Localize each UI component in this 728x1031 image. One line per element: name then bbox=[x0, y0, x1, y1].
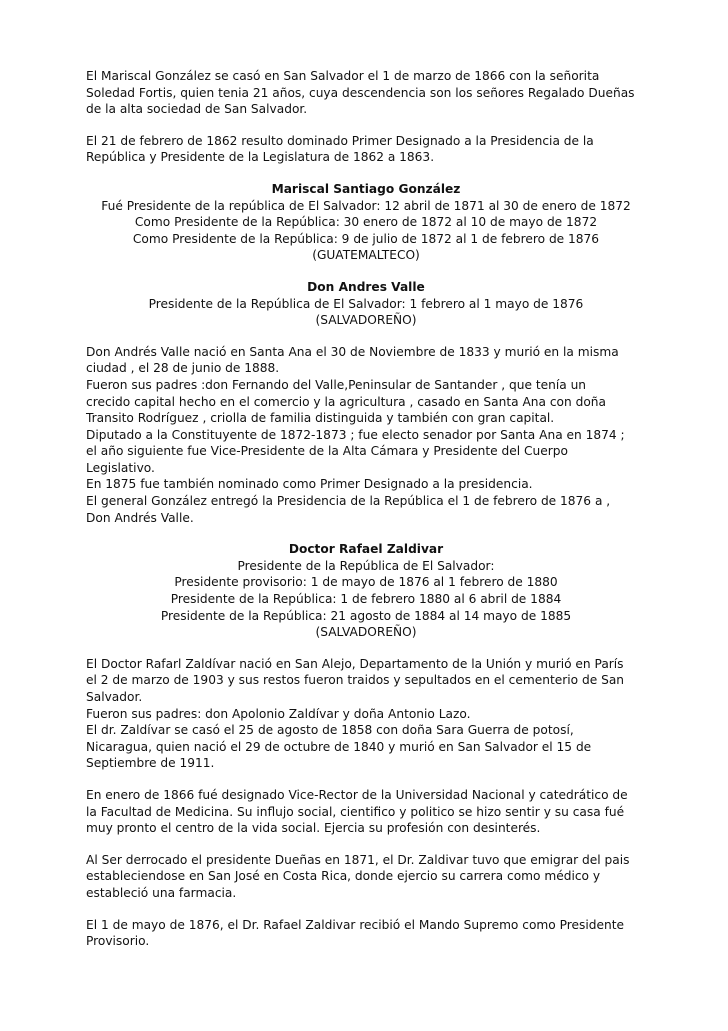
text-line: la Facultad de Medicina. Su influjo social, cientifico y politico se hizo sentir y su casa fué bbox=[86, 804, 625, 819]
president-block-gonzalez bbox=[86, 181, 646, 264]
text-line: el año siguiente fue Vice-Presidente de la Alta Cámara y Presidente del Cuerpo bbox=[86, 444, 568, 459]
paragraph-vice-rector bbox=[86, 787, 646, 837]
text-line: El Doctor Rafarl Zaldívar nació en San Alejo, Departamento de la Unión y murió en París bbox=[86, 656, 624, 671]
text-line: Soledad Fortis, quien tenia 21 años, cuya descendencia son los señores Regalado Dueñas bbox=[86, 85, 635, 100]
text-line: Al Ser derrocado el presidente Dueñas en 1871, el Dr. Zaldivar tuvo que emigrar del pais bbox=[86, 852, 630, 867]
text-line: estableciendose en San José en Costa Rica, donde ejercio su carrera como médico y bbox=[86, 869, 601, 884]
text-line: El dr. Zaldívar se casó el 25 de agosto de 1858 con doña Sara Guerra de potosí, bbox=[86, 723, 574, 738]
text-line: de la alta sociedad de San Salvador. bbox=[86, 102, 308, 117]
president-heading: Mariscal Santiago González bbox=[271, 181, 461, 196]
text-line: En enero de 1866 fué designado Vice-Rector de la Universidad Nacional y catedrático de bbox=[86, 787, 628, 802]
text-line: Provisorio. bbox=[86, 934, 150, 949]
text-line: El 21 de febrero de 1862 resulto dominado Primer Designado a la Presidencia de la bbox=[86, 133, 594, 148]
term-line: Como Presidente de la República: 30 enero de 1872 al 10 de mayo de 1872 bbox=[134, 215, 598, 230]
term-line: Presidente de la República de El Salvador: 1 febrero al 1 mayo de 1876 bbox=[148, 296, 584, 311]
text-line: Don Andrés Valle nació en Santa Ana el 30 de Noviembre de 1833 y murió en la misma bbox=[86, 344, 619, 359]
text-line: Legislativo. bbox=[86, 460, 155, 475]
paragraph-exile bbox=[86, 852, 646, 902]
text-line: Nicaragua, quien nació el 29 de octubre de 1840 y murió en San Salvador el 15 de bbox=[86, 739, 592, 754]
text-line: muy pronto el centro de la vida social. Ejercia su profesión con desinterés. bbox=[86, 821, 541, 836]
text-line: Don Andrés Valle. bbox=[86, 510, 194, 525]
term-line: Fué Presidente de la república de El Salvador: 12 abril de 1871 al 30 de enero de 1872 bbox=[101, 198, 631, 213]
nationality-label: (SALVADOREÑO) bbox=[315, 313, 417, 328]
paragraph-zaldivar-biography bbox=[86, 656, 646, 772]
text-line: El Mariscal González se casó en San Salvador el 1 de marzo de 1866 con la señorita bbox=[86, 69, 600, 83]
text-line: ciudad , el 28 de junio de 1888. bbox=[86, 361, 280, 376]
president-block-zaldivar bbox=[86, 541, 646, 641]
term-line: Presidente de la República de El Salvador: bbox=[237, 558, 495, 573]
paragraph-valle-biography bbox=[86, 344, 646, 527]
text-line: Fueron sus padres :don Fernando del Valle,Peninsular de Santander , que tenía un bbox=[86, 377, 587, 392]
term-line: Como Presidente de la República: 9 de julio de 1872 al 1 de febrero de 1876 bbox=[132, 231, 600, 246]
document-page bbox=[86, 68, 646, 965]
text-line: estableció una farmacia. bbox=[86, 885, 237, 900]
paragraph-designation bbox=[86, 133, 646, 166]
text-line: Fueron sus padres: don Apolonio Zaldívar y doña Antonio Lazo. bbox=[86, 706, 471, 721]
text-line: Septiembre de 1911. bbox=[86, 756, 215, 771]
text-line: el 2 de marzo de 1903 y sus restos fueron traidos y sepultados en el cementerio de San bbox=[86, 673, 625, 688]
nationality-label: (SALVADOREÑO) bbox=[315, 625, 417, 640]
text-line: Transito Rodríguez , criolla de familia distinguida y también con gran capital. bbox=[86, 411, 555, 426]
text-line: El 1 de mayo de 1876, el Dr. Rafael Zaldivar recibió el Mando Supremo como Presidente bbox=[86, 917, 624, 932]
term-line: Presidente provisorio: 1 de mayo de 1876 al 1 febrero de 1880 bbox=[174, 575, 558, 590]
text-line: República y Presidente de la Legislatura de 1862 a 1863. bbox=[86, 150, 435, 165]
term-line: Presidente de la República: 1 de febrero 1880 al 6 abril de 1884 bbox=[170, 592, 562, 607]
paragraph-marriage bbox=[86, 68, 646, 118]
president-block-valle bbox=[86, 279, 646, 329]
paragraph-provisional-mandate bbox=[86, 917, 646, 950]
term-line: Presidente de la República: 21 agosto de 1884 al 14 mayo de 1885 bbox=[160, 608, 572, 623]
text-line: Diputado a la Constituyente de 1872-1873 ; fue electo senador por Santa Ana en 1874 ; bbox=[86, 427, 625, 442]
president-heading: Don Andres Valle bbox=[307, 279, 425, 294]
text-line: crecido capital hecho en el comercio y la agricultura , casado en Santa Ana con doña bbox=[86, 394, 606, 409]
nationality-label: (GUATEMALTECO) bbox=[312, 248, 420, 263]
president-heading: Doctor Rafael Zaldivar bbox=[288, 542, 444, 557]
text-line: Salvador. bbox=[86, 690, 143, 704]
text-line: En 1875 fue también nominado como Primer Designado a la presidencia. bbox=[86, 477, 533, 492]
text-line: El general González entregó la Presidencia de la República el 1 de febrero de 1876 a , bbox=[86, 494, 611, 509]
